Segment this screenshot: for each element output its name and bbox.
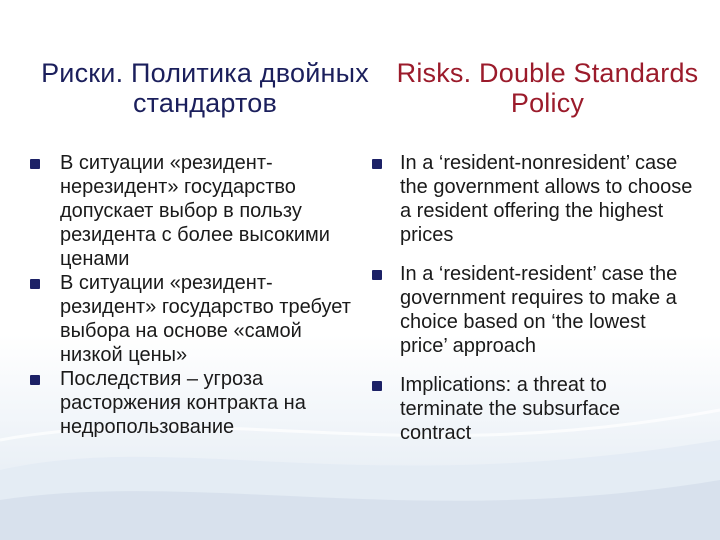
list-item-text: In a ‘resident-nonresident’ case the government allows to choose a resident offering the highest prices: [400, 152, 693, 246]
slide-title-russian: Риски. Политика двойных стандартов: [41, 58, 369, 118]
list-item-text: Последствия – угроза расторжения контракта на недропользование: [60, 368, 306, 438]
list-item: [370, 262, 695, 358]
list-item: [28, 151, 363, 271]
square-bullet-icon: [30, 279, 40, 289]
list-item: [370, 373, 695, 445]
bullet-list-english: [370, 151, 695, 445]
square-bullet-icon: [372, 270, 382, 280]
square-bullet-icon: [30, 375, 40, 385]
square-bullet-icon: [30, 159, 40, 169]
list-item-text: In a ‘resident-resident’ case the government requires to make a choice based on ‘the lowest price’ approach: [400, 263, 678, 357]
bullet-list-russian: [28, 151, 363, 439]
slide-title-english: Risks. Double Standards Policy: [396, 58, 699, 118]
list-item-text: Implications: a threat to terminate the subsurface contract: [400, 374, 621, 444]
square-bullet-icon: [372, 381, 382, 391]
square-bullet-icon: [372, 159, 382, 169]
list-item: [370, 151, 695, 247]
list-item-text: В ситуации «резидент-резидент» государство требует выбора на основе «самой низкой цены»: [60, 272, 351, 366]
list-item-text: В ситуации «резидент-нерезидент» государство допускает выбор в пользу резидента с более высокими ценами: [60, 152, 330, 270]
list-item: [28, 271, 363, 367]
list-item: [28, 367, 363, 439]
